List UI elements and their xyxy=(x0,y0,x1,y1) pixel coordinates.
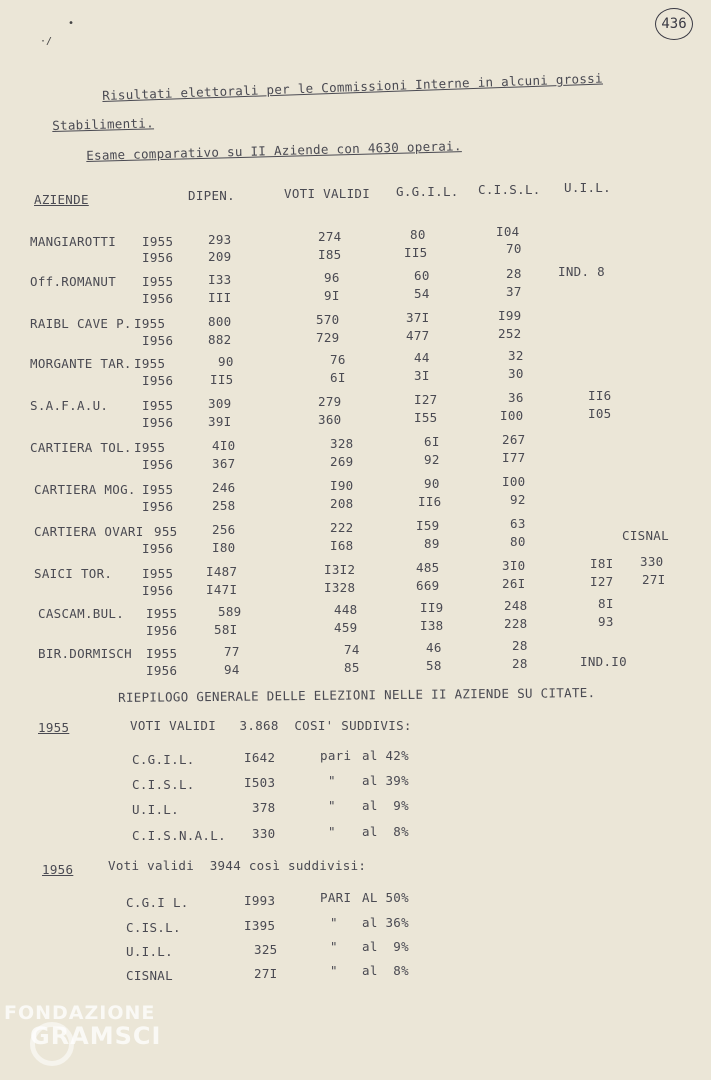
cell-cisl: 252 xyxy=(498,326,522,341)
cell-voti: 6I xyxy=(330,370,346,385)
header-cisl: C.I.S.L. xyxy=(478,182,541,197)
cell-uil: II6 xyxy=(588,388,612,403)
cell-cisl: 92 xyxy=(510,492,526,507)
cell-uil: 93 xyxy=(598,614,614,629)
cell-dipen: 90 xyxy=(218,354,234,369)
cell-dipen: 39I xyxy=(208,414,232,429)
cell-voti: 76 xyxy=(330,352,346,367)
cell-dipen: 58I xyxy=(214,622,238,637)
summary-party: C.G.I.L. xyxy=(132,752,195,767)
cell-cisnal: 27I xyxy=(642,572,666,587)
cell-dipen: 4I0 xyxy=(212,438,236,453)
cell-uil: I05 xyxy=(588,406,612,421)
summary-votes: 330 xyxy=(252,826,276,841)
cell-cgil: I55 xyxy=(414,410,438,425)
row-year: I956 xyxy=(142,583,174,598)
watermark-line-2: GRAMSCI xyxy=(30,1022,162,1050)
summary-title: RIEPILOGO GENERALE DELLE ELEZIONI NELLE II AZIENDE SU CITATE. xyxy=(118,685,596,705)
cell-cisl: 63 xyxy=(510,516,526,531)
cell-dipen: III xyxy=(208,290,232,305)
cell-voti: I85 xyxy=(318,247,342,262)
cell-cgil: I38 xyxy=(420,618,444,633)
row-year: I956 xyxy=(142,415,174,430)
cell-dipen: I33 xyxy=(208,272,232,287)
cell-cgil: 6I xyxy=(424,434,440,449)
row-name: S.A.F.A.U. xyxy=(30,398,109,413)
title-line-1: Risultati elettorali per le Commissioni Interne in alcuni grossi xyxy=(102,70,604,103)
summary-votes: 27I xyxy=(254,966,278,981)
cell-cisl: 30 xyxy=(508,366,524,381)
summary-pct: al 36% xyxy=(362,915,409,930)
ink-mark: ·/ xyxy=(40,36,53,47)
cell-voti: 570 xyxy=(316,312,340,327)
summary-year: 1956 xyxy=(42,862,74,877)
cell-cgil: I59 xyxy=(416,518,440,533)
row-name: CARTIERA MOG. xyxy=(34,482,136,497)
summary-mark: pari xyxy=(320,748,352,763)
row-name: CARTIERA OVARI xyxy=(34,524,144,539)
row-year: 955 xyxy=(154,524,178,539)
summary-pct: al 42% xyxy=(362,748,409,763)
cell-cisl: 3I0 xyxy=(502,558,526,573)
summary-pct: al 9% xyxy=(362,798,409,813)
row-year: I955 xyxy=(146,606,178,621)
cell-cisl: 80 xyxy=(510,534,526,549)
row-year: I956 xyxy=(142,499,174,514)
cell-dipen: 94 xyxy=(224,662,240,677)
cell-dipen: 246 xyxy=(212,480,236,495)
cell-cgil: 58 xyxy=(426,658,442,673)
cell-cgil: 89 xyxy=(424,536,440,551)
cell-uil: IND. 8 xyxy=(558,264,605,279)
cell-uil: I27 xyxy=(590,574,614,589)
cell-cisl: 28 xyxy=(506,266,522,281)
cell-cisl: 28 xyxy=(512,638,528,653)
row-year: I956 xyxy=(146,623,178,638)
cell-dipen: 77 xyxy=(224,644,240,659)
summary-mark: PARI xyxy=(320,890,352,905)
cell-cgil: 669 xyxy=(416,578,440,593)
cell-cisl: I00 xyxy=(500,408,524,423)
summary-pct: al 39% xyxy=(362,773,409,788)
summary-intro: Voti validi 3944 così suddivisi: xyxy=(108,858,367,873)
cell-cisl: 26I xyxy=(502,576,526,591)
cell-cisl: I00 xyxy=(502,474,526,489)
header-dipen: DIPEN. xyxy=(188,188,235,203)
row-name: MORGANTE TAR. xyxy=(30,356,132,371)
cell-cgil: 44 xyxy=(414,350,430,365)
summary-party: C.I.S.L. xyxy=(132,777,195,792)
cell-voti: 222 xyxy=(330,520,354,535)
cell-dipen: 209 xyxy=(208,249,232,264)
summary-pct: al 8% xyxy=(362,963,409,978)
row-year: I956 xyxy=(142,457,174,472)
summary-votes: I642 xyxy=(244,750,276,765)
row-year: I956 xyxy=(142,541,174,556)
row-name: CASCAM.BUL. xyxy=(38,606,125,621)
cell-cgil: II5 xyxy=(404,245,428,260)
cell-cisl: 248 xyxy=(504,598,528,613)
cell-voti: 279 xyxy=(318,394,342,409)
cell-cgil: II6 xyxy=(418,494,442,509)
cell-voti: 729 xyxy=(316,330,340,345)
row-year: I956 xyxy=(142,373,174,388)
row-year: I956 xyxy=(142,291,174,306)
cell-dipen: 258 xyxy=(212,498,236,513)
cell-dipen: 882 xyxy=(208,332,232,347)
cell-dipen: I487 xyxy=(206,564,238,579)
summary-party: U.I.L. xyxy=(126,944,173,959)
cell-cisl: 32 xyxy=(508,348,524,363)
summary-votes: I993 xyxy=(244,893,276,908)
page-number-stamp: 436 xyxy=(655,8,693,40)
cell-dipen: 256 xyxy=(212,522,236,537)
cell-uil: I8I xyxy=(590,556,614,571)
cell-cisl: 228 xyxy=(504,616,528,631)
summary-party: C.IS.L. xyxy=(126,920,181,935)
title-line-2: Stabilimenti. xyxy=(52,115,155,133)
summary-party: U.I.L. xyxy=(132,802,179,817)
row-year: I956 xyxy=(146,663,178,678)
summary-pct: al 9% xyxy=(362,939,409,954)
cell-voti: 96 xyxy=(324,270,340,285)
cell-cisnal: 330 xyxy=(640,554,664,569)
cell-cgil: 90 xyxy=(424,476,440,491)
row-year: I955 xyxy=(134,316,166,331)
cell-dipen: 309 xyxy=(208,396,232,411)
cell-cgil: 80 xyxy=(410,227,426,242)
summary-mark: " xyxy=(328,824,336,839)
cell-dipen: I47I xyxy=(206,582,238,597)
summary-mark: " xyxy=(328,773,336,788)
cell-cisl: 37 xyxy=(506,284,522,299)
row-year: I955 xyxy=(142,234,174,249)
row-year: I955 xyxy=(142,398,174,413)
cell-uil: 8I xyxy=(598,596,614,611)
summary-party: CISNAL xyxy=(126,968,173,983)
summary-pct: al 8% xyxy=(362,824,409,839)
cell-dipen: 589 xyxy=(218,604,242,619)
row-name: CARTIERA TOL. xyxy=(30,440,132,455)
cell-voti: 269 xyxy=(330,454,354,469)
cell-voti: 448 xyxy=(334,602,358,617)
subtitle: Esame comparativo su II Aziende con 4630 operai. xyxy=(86,138,462,163)
summary-mark: " xyxy=(330,915,338,930)
summary-intro: VOTI VALIDI 3.868 COSI' SUDDIVIS: xyxy=(130,718,412,733)
row-year: I955 xyxy=(142,482,174,497)
cell-uil: IND.I0 xyxy=(580,654,627,669)
header-cgil: G.G.I.L. xyxy=(396,184,459,199)
cell-voti: I3I2 xyxy=(324,562,356,577)
row-name: BIR.DORMISCH xyxy=(38,646,132,661)
summary-votes: 325 xyxy=(254,942,278,957)
cell-cisl: I99 xyxy=(498,308,522,323)
summary-mark: " xyxy=(328,798,336,813)
cell-cisl: 36 xyxy=(508,390,524,405)
cell-dipen: I80 xyxy=(212,540,236,555)
ink-mark: • xyxy=(68,18,75,29)
cell-voti: 328 xyxy=(330,436,354,451)
row-year: I955 xyxy=(146,646,178,661)
cell-cgil: 60 xyxy=(414,268,430,283)
cell-cisl: 267 xyxy=(502,432,526,447)
cell-cisl: 28 xyxy=(512,656,528,671)
watermark-logo xyxy=(4,1000,184,1080)
cell-voti: I328 xyxy=(324,580,356,595)
cell-dipen: II5 xyxy=(210,372,234,387)
cell-dipen: 800 xyxy=(208,314,232,329)
row-year: I956 xyxy=(142,333,174,348)
summary-pct: AL 50% xyxy=(362,890,409,905)
cell-cisl: I04 xyxy=(496,224,520,239)
summary-votes: 378 xyxy=(252,800,276,815)
summary-mark: " xyxy=(330,963,338,978)
row-name: SAICI TOR. xyxy=(34,566,113,581)
cell-voti: I90 xyxy=(330,478,354,493)
cell-voti: 360 xyxy=(318,412,342,427)
header-voti: VOTI VALIDI xyxy=(284,186,371,201)
summary-votes: I503 xyxy=(244,775,276,790)
header-uil: U.I.L. xyxy=(564,180,611,195)
summary-party: C.G.I L. xyxy=(126,895,189,910)
header-aziende: AZIENDE xyxy=(34,192,89,207)
summary-party: C.I.S.N.A.L. xyxy=(132,828,226,843)
cell-dipen: 293 xyxy=(208,232,232,247)
row-name: RAIBL CAVE P. xyxy=(30,316,132,331)
cell-voti: 9I xyxy=(324,288,340,303)
cell-cisl: 70 xyxy=(506,241,522,256)
summary-votes: I395 xyxy=(244,918,276,933)
row-year: I956 xyxy=(142,250,174,265)
cell-cgil: 3I xyxy=(414,368,430,383)
row-year: I955 xyxy=(134,356,166,371)
cell-voti: I68 xyxy=(330,538,354,553)
cell-cgil: 485 xyxy=(416,560,440,575)
row-year: I955 xyxy=(142,274,174,289)
row-name: MANGIAROTTI xyxy=(30,234,117,249)
cell-cgil: 46 xyxy=(426,640,442,655)
cell-voti: 274 xyxy=(318,229,342,244)
row-year: I955 xyxy=(142,566,174,581)
summary-year: 1955 xyxy=(38,720,70,735)
header-cisnal: CISNAL xyxy=(622,528,669,543)
cell-cgil: 54 xyxy=(414,286,430,301)
cell-cgil: II9 xyxy=(420,600,444,615)
watermark-line-1: FONDAZIONE xyxy=(4,1002,156,1024)
cell-dipen: 367 xyxy=(212,456,236,471)
cell-voti: 208 xyxy=(330,496,354,511)
cell-voti: 459 xyxy=(334,620,358,635)
cell-voti: 85 xyxy=(344,660,360,675)
cell-cgil: 92 xyxy=(424,452,440,467)
cell-cgil: 37I xyxy=(406,310,430,325)
row-year: I955 xyxy=(134,440,166,455)
row-name: Off.ROMANUT xyxy=(30,274,117,289)
cell-voti: 74 xyxy=(344,642,360,657)
cell-cgil: I27 xyxy=(414,392,438,407)
cell-cisl: I77 xyxy=(502,450,526,465)
summary-mark: " xyxy=(330,939,338,954)
cell-cgil: 477 xyxy=(406,328,430,343)
